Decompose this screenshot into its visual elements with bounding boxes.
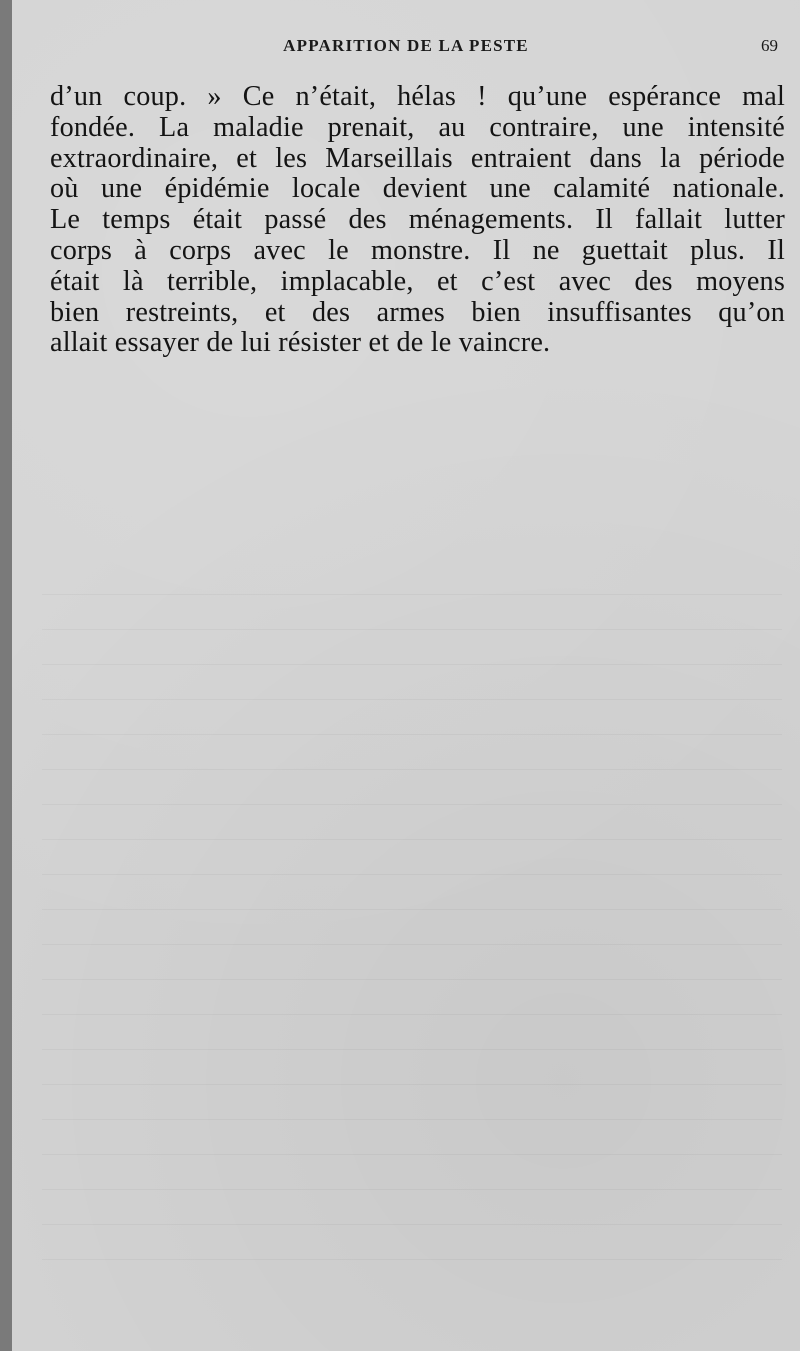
- show-through-texture: [42, 560, 782, 1260]
- show-through-line: [42, 840, 782, 875]
- show-through-line: [42, 700, 782, 735]
- show-through-line: [42, 1225, 782, 1260]
- text-line: d’un coup. » Ce n’était, hélas ! qu’une espérance mal: [50, 81, 785, 112]
- show-through-line: [42, 1190, 782, 1225]
- show-through-line: [42, 910, 782, 945]
- show-through-line: [42, 1155, 782, 1190]
- text-line: où une épidémie locale devient une calamité nationale.: [50, 173, 785, 205]
- show-through-line: [42, 805, 782, 840]
- text-line: extraordinaire, et les Marseillais entraient dans la période: [50, 142, 785, 174]
- text-line: corps à corps avec le monstre. Il ne guettait plus. Il: [50, 234, 785, 266]
- show-through-line: [42, 735, 782, 770]
- document-page: [12, 0, 800, 1351]
- text-line: était là terrible, implacable, et c’est avec des moyens: [50, 265, 785, 297]
- show-through-line: [42, 630, 782, 665]
- show-through-line: [42, 945, 782, 980]
- show-through-line: [42, 595, 782, 630]
- text-line: Le temps était passé des ménagements. Il fallait lutter: [50, 204, 785, 236]
- body-paragraph: [50, 82, 785, 359]
- show-through-line: [42, 980, 782, 1015]
- show-through-line: [42, 1015, 782, 1050]
- running-header: [12, 36, 800, 60]
- text-line: fondée. La maladie prenait, au contraire, une intensité: [50, 111, 785, 143]
- page-number: 69: [761, 36, 778, 55]
- show-through-line: [42, 560, 782, 595]
- running-title: APPARITION DE LA PESTE: [283, 36, 529, 55]
- show-through-line: [42, 1085, 782, 1120]
- show-through-line: [42, 1050, 782, 1085]
- show-through-line: [42, 665, 782, 700]
- show-through-line: [42, 1120, 782, 1155]
- show-through-line: [42, 875, 782, 910]
- text-line: bien restreints, et des armes bien insuffisantes qu’on: [50, 296, 785, 328]
- text-line: allait essayer de lui résister et de le vaincre.: [50, 327, 551, 359]
- show-through-line: [42, 770, 782, 805]
